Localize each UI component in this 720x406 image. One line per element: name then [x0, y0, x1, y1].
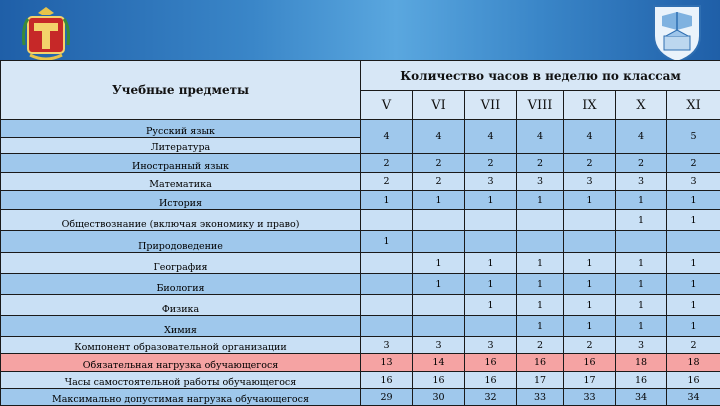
subject-column-header: Учебные предметы [1, 61, 361, 120]
hours-cell: 2 [564, 337, 616, 354]
hours-cell: 1 [564, 253, 616, 274]
hours-cell: 5 [667, 120, 720, 154]
hours-cell: 4 [361, 120, 413, 154]
hours-cell: 33 [564, 389, 616, 406]
hours-cell: 1 [465, 274, 517, 295]
subject-cell: Иностранный язык [1, 154, 361, 173]
hours-cell: 2 [667, 337, 720, 354]
table-row [1, 316, 720, 337]
hours-cell: 1 [564, 295, 616, 316]
hours-cell: 1 [564, 274, 616, 295]
hours-cell: 1 [361, 231, 413, 253]
class-header: V [361, 91, 413, 120]
hours-cell: 34 [667, 389, 720, 406]
subject-cell: Литература [1, 138, 361, 154]
hours-cell: 1 [616, 253, 667, 274]
table-row [1, 372, 720, 389]
hours-cell: 3 [616, 337, 667, 354]
table-row [1, 154, 720, 173]
subject-cell: Русский язык [1, 120, 361, 138]
subject-cell: Обществознание (включая экономику и право) [1, 210, 361, 231]
hours-cell: 16 [361, 372, 413, 389]
hours-cell: 2 [361, 173, 413, 191]
hours-cell: 13 [361, 354, 413, 372]
hours-cell [517, 210, 564, 231]
hours-cell: 2 [564, 154, 616, 173]
hours-cell: 2 [667, 154, 720, 173]
hours-cell [517, 231, 564, 253]
class-header: VII [465, 91, 517, 120]
hours-cell [667, 231, 720, 253]
subject-cell: Обязательная нагрузка обучающегося [1, 354, 361, 372]
hours-cell: 1 [517, 253, 564, 274]
table-row [1, 354, 720, 372]
city-coat-of-arms-icon [20, 5, 72, 63]
hours-cell [465, 231, 517, 253]
hours-cell [413, 231, 465, 253]
hours-cell: 14 [413, 354, 465, 372]
hours-cell: 2 [413, 154, 465, 173]
hours-cell: 3 [564, 173, 616, 191]
hours-cell [361, 274, 413, 295]
hours-cell [361, 210, 413, 231]
table-row [1, 295, 720, 316]
hours-cell [616, 231, 667, 253]
table-row [1, 120, 720, 138]
table-row [1, 210, 720, 231]
hours-cell: 1 [517, 295, 564, 316]
hours-cell: 16 [465, 372, 517, 389]
hours-cell: 4 [616, 120, 667, 154]
hours-cell [465, 210, 517, 231]
hours-cell: 3 [667, 173, 720, 191]
hours-cell: 3 [616, 173, 667, 191]
hours-cell [465, 316, 517, 337]
subject-cell: Природоведение [1, 231, 361, 253]
table-row [1, 389, 720, 406]
hours-cell [564, 231, 616, 253]
hours-cell [413, 210, 465, 231]
hours-cell: 1 [667, 295, 720, 316]
hours-cell: 4 [564, 120, 616, 154]
hours-cell: 18 [667, 354, 720, 372]
hours-cell: 18 [616, 354, 667, 372]
hours-cell: 4 [413, 120, 465, 154]
hours-cell: 1 [616, 191, 667, 210]
table-row [1, 253, 720, 274]
hours-cell: 1 [667, 210, 720, 231]
hours-cell: 1 [517, 191, 564, 210]
hours-cell: 1 [667, 274, 720, 295]
hours-cell: 1 [517, 316, 564, 337]
hours-cell: 34 [616, 389, 667, 406]
hours-cell: 33 [517, 389, 564, 406]
table-row [1, 191, 720, 210]
hours-cell: 1 [616, 210, 667, 231]
table-row [1, 173, 720, 191]
table-row [1, 231, 720, 253]
weekly-hours-table [0, 60, 720, 406]
class-header: VIII [517, 91, 564, 120]
hours-cell: 1 [616, 316, 667, 337]
hours-cell [413, 295, 465, 316]
hours-cell: 1 [667, 191, 720, 210]
subject-cell: Математика [1, 173, 361, 191]
hours-cell: 16 [667, 372, 720, 389]
hours-cell: 3 [465, 337, 517, 354]
hours-cell: 1 [667, 253, 720, 274]
hours-cell: 3 [361, 337, 413, 354]
banner [0, 0, 720, 60]
hours-cell: 2 [616, 154, 667, 173]
hours-cell: 3 [517, 173, 564, 191]
hours-cell: 1 [564, 191, 616, 210]
hours-cell [361, 295, 413, 316]
hours-cell [564, 210, 616, 231]
hours-cell: 4 [465, 120, 517, 154]
hours-cell: 1 [413, 274, 465, 295]
hours-cell: 1 [413, 253, 465, 274]
hours-cell: 17 [564, 372, 616, 389]
hours-cell [361, 253, 413, 274]
hours-cell: 1 [465, 191, 517, 210]
hours-cell: 4 [517, 120, 564, 154]
subject-cell: Биология [1, 274, 361, 295]
hours-cell: 2 [413, 173, 465, 191]
hours-cell: 2 [517, 337, 564, 354]
hours-cell: 29 [361, 389, 413, 406]
hours-cell: 3 [413, 337, 465, 354]
hours-cell: 1 [667, 316, 720, 337]
hours-cell: 2 [517, 154, 564, 173]
hours-cell: 1 [361, 191, 413, 210]
subject-cell: География [1, 253, 361, 274]
subject-cell: Химия [1, 316, 361, 337]
subject-cell: Часы самостоятельной работы обучающегося [1, 372, 361, 389]
hours-cell: 16 [413, 372, 465, 389]
hours-cell: 1 [564, 316, 616, 337]
hours-cell: 16 [564, 354, 616, 372]
class-header: XI [667, 91, 720, 120]
hours-cell: 16 [465, 354, 517, 372]
hours-cell: 32 [465, 389, 517, 406]
hours-cell: 17 [517, 372, 564, 389]
hours-cell: 3 [465, 173, 517, 191]
subject-cell: История [1, 191, 361, 210]
hours-cell: 1 [616, 295, 667, 316]
subject-cell: Максимально допустимая нагрузка обучающегося [1, 389, 361, 406]
table-row [1, 274, 720, 295]
class-header: VI [413, 91, 465, 120]
hours-cell: 30 [413, 389, 465, 406]
hours-cell: 2 [361, 154, 413, 173]
hours-cell [413, 316, 465, 337]
hours-cell: 1 [413, 191, 465, 210]
hours-cell [361, 316, 413, 337]
class-header: X [616, 91, 667, 120]
subject-cell: Физика [1, 295, 361, 316]
hours-cell: 1 [465, 295, 517, 316]
hours-cell: 2 [465, 154, 517, 173]
hours-cell: 1 [616, 274, 667, 295]
hours-cell: 1 [517, 274, 564, 295]
hours-cell: 16 [616, 372, 667, 389]
table-row [1, 337, 720, 354]
class-header: IX [564, 91, 616, 120]
subject-cell: Компонент образовательной организации [1, 337, 361, 354]
school-emblem-icon [648, 2, 706, 64]
hours-cell: 16 [517, 354, 564, 372]
hours-cell: 1 [465, 253, 517, 274]
hours-per-week-header: Количество часов в неделю по классам [361, 61, 720, 91]
